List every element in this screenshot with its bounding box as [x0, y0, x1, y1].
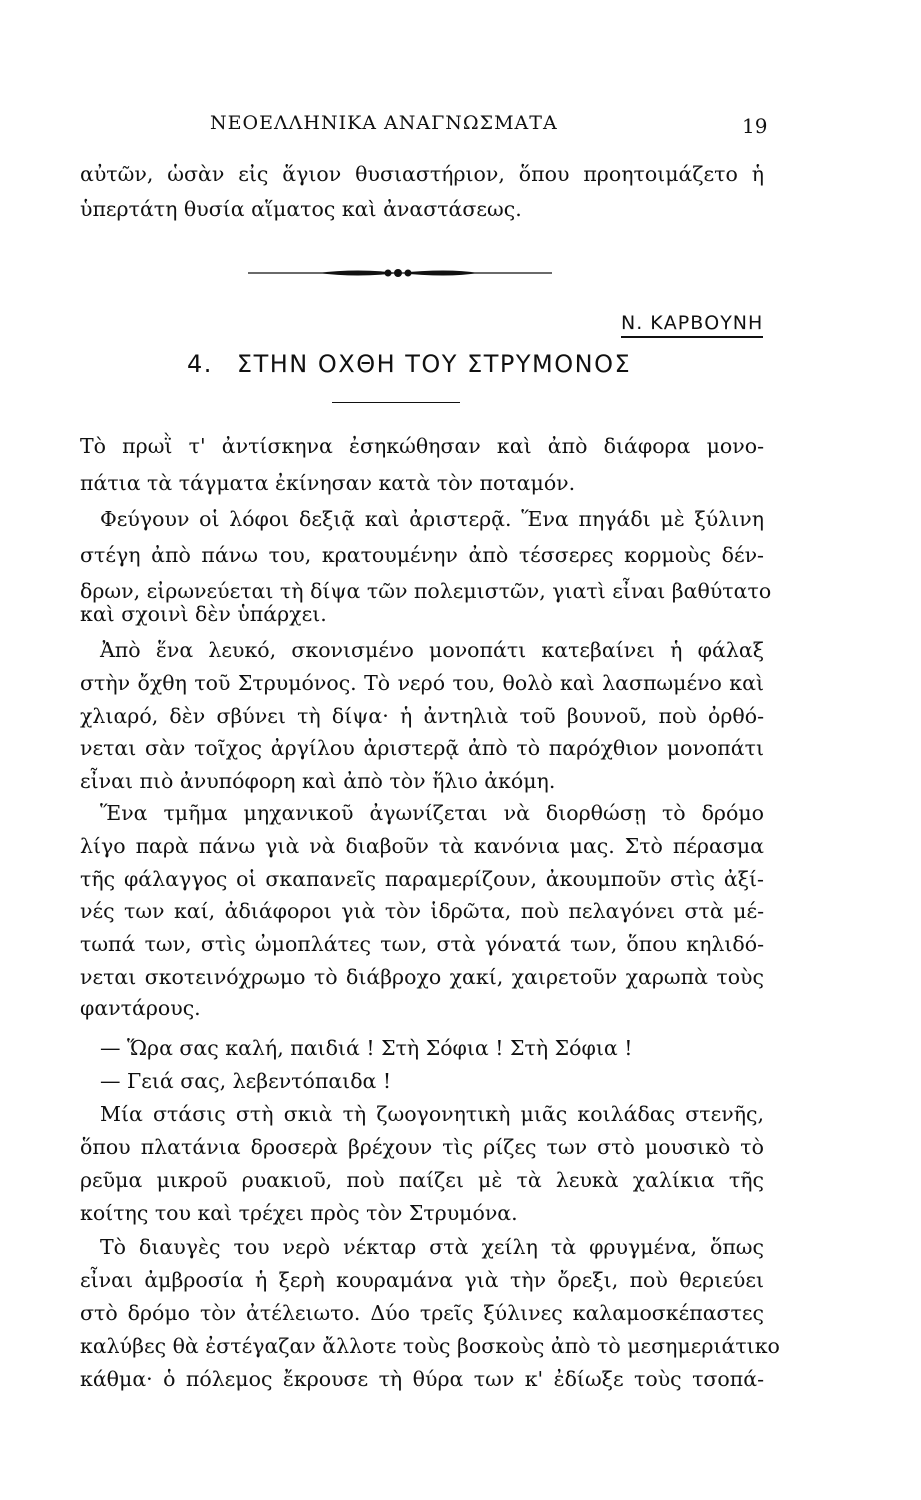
body-line: εἶναι πιὸ ἀνυπόφορη καὶ ἀπὸ τὸν ἥλιο ἀκόμη.: [80, 769, 556, 793]
section-heading: [187, 350, 631, 378]
body-line: τῆς φάλαγγος οἱ σκαπανεῖς παραμερίζουν, ἀκουμποῦν στὶς ἀξί-: [80, 867, 764, 891]
section-title: ΣΤΗΝ ΟΧΘΗ ΤΟΥ ΣΤΡΥΜΟΝΟΣ: [236, 350, 632, 378]
body-line: Τὸ πρωῒ τ' ἀντίσκηνα ἐσηκώθησαν καὶ ἀπὸ διάφορα μονο-: [80, 434, 764, 458]
body-line: στὴν ὄχθη τοῦ Στρυμόνος. Τὸ νερό του, θολὸ καὶ λασπωμένο καὶ: [80, 671, 764, 695]
body-line: δρων, εἰρωνεύεται τὴ δίψα τῶν πολεμιστῶν, γιατὶ εἶναι βαθύτατο: [80, 579, 772, 603]
body-line: Φεύγουν οἱ λόφοι δεξιᾷ καὶ ἀριστερᾷ. Ἕνα πηγάδι μὲ ξύλινη: [100, 507, 764, 531]
body-line: στέγη ἀπὸ πάνω του, κρατουμένην ἀπὸ τέσσερες κορμοὺς δέν-: [80, 543, 764, 567]
title-rule: [332, 402, 460, 403]
dialogue-line: — Ὥρα σας καλή, παιδιά ! Στὴ Σόφια ! Στὴ Σόφια !: [100, 1036, 633, 1060]
body-line: εἶναι ἀμβροσία ἡ ξερὴ κουραμάνα γιὰ τὴν ὄρεξι, ποὺ θεριεύει: [80, 1268, 764, 1292]
page-number: 19: [742, 114, 768, 138]
body-line: αὐτῶν, ὡσὰν εἰς ἅγιον θυσιαστήριον, ὅπου προητοιμάζετο ἡ: [80, 162, 764, 186]
running-head: ΝΕΟΕΛΛΗΝΙΚΑ ΑΝΑΓΝΩΣΜΑΤΑ: [210, 112, 558, 134]
body-line: ρεῦμα μικροῦ ρυακιοῦ, ποὺ παίζει μὲ τὰ λευκὰ χαλίκια τῆς: [80, 1168, 764, 1192]
body-line: νεται σὰν τοῖχος ἀργίλου ἀριστερᾷ ἀπὸ τὸ παρόχθιον μονοπάτι: [80, 736, 764, 760]
body-line: στὸ δρόμο τὸν ἀτέλειωτο. Δύο τρεῖς ξύλινες καλαμοσκέπαστες: [80, 1301, 764, 1325]
body-line: καὶ σχοινὶ δὲν ὑπάρχει.: [80, 602, 327, 626]
section-number: 4.: [187, 350, 213, 378]
author-name: Ν. ΚΑΡΒΟΥΝΗ: [621, 312, 763, 338]
body-line: Τὸ διαυγὲς του νερὸ νέκταρ στὰ χείλη τὰ φρυγμένα, ὅπως: [100, 1235, 764, 1259]
body-line: κοίτης του καὶ τρέχει πρὸς τὸν Στρυμόνα.: [80, 1201, 518, 1225]
body-line: λίγο παρὰ πάνω γιὰ νὰ διαβοῦν τὰ κανόνια μας. Στὸ πέρασμα: [80, 834, 764, 858]
body-line: Ἀπὸ ἕνα λευκό, σκονισμένο μονοπάτι κατεβαίνει ἡ φάλαξ: [100, 638, 764, 662]
ornament-divider: [248, 268, 552, 278]
body-line: ὑπερτάτη θυσία αἵματος καὶ ἀναστάσεως.: [80, 197, 522, 221]
body-line: καλύβες θὰ ἐστέγαζαν ἄλλοτε τοὺς βοσκοὺς ἀπὸ τὸ μεσημεριάτικο: [80, 1334, 780, 1358]
body-line: νεται σκοτεινόχρωμο τὸ διάβροχο χακί, χαιρετοῦν χαρωπὰ τοὺς: [80, 965, 764, 989]
dialogue-line: — Γειά σας, λεβεντόπαιδα !: [100, 1069, 392, 1093]
body-line: Ἕνα τμῆμα μηχανικοῦ ἀγωνίζεται νὰ διορθώσῃ τὸ δρόμο: [100, 801, 764, 825]
body-line: Μία στάσις στὴ σκιὰ τὴ ζωογονητικὴ μιᾶς κοιλάδας στενῆς,: [100, 1102, 764, 1126]
body-line: χλιαρό, δὲν σβύνει τὴ δίψα· ἡ ἀντηλιὰ τοῦ βουνοῦ, ποὺ ὀρθό-: [80, 704, 764, 728]
body-line: νές των καί, ἀδιάφοροι γιὰ τὸν ἱδρῶτα, ποὺ πελαγόνει στὰ μέ-: [80, 899, 764, 923]
body-line: φαντάρους.: [80, 996, 201, 1020]
body-line: πάτια τὰ τάγματα ἐκίνησαν κατὰ τὸν ποταμόν.: [80, 471, 576, 495]
body-line: τωπά των, στὶς ὠμοπλάτες των, στὰ γόνατά των, ὅπου κηλιδό-: [80, 932, 764, 956]
body-line: κάθμα· ὁ πόλεμος ἔκρουσε τὴ θύρα των κ' ἐδίωξε τοὺς τσοπά-: [80, 1367, 764, 1391]
body-line: ὅπου πλατάνια δροσερὰ βρέχουν τὶς ρίζες των στὸ μουσικὸ τὸ: [80, 1135, 764, 1159]
